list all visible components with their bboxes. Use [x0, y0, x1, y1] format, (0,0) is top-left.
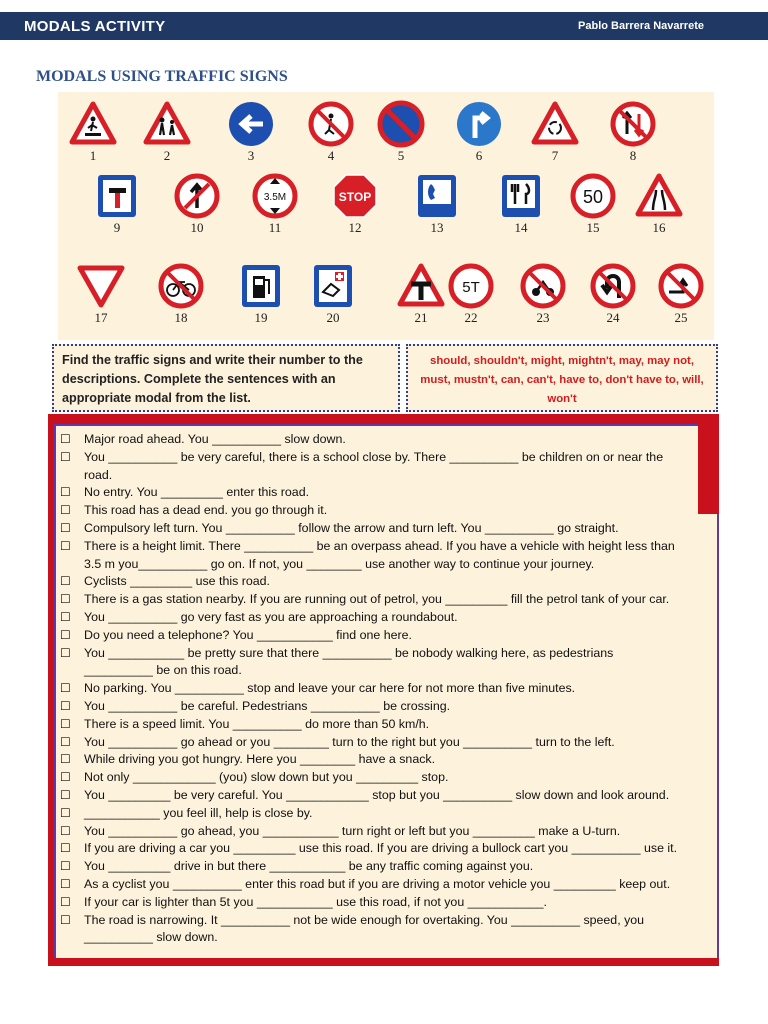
exercise-list — [60, 431, 712, 947]
sign-number: 8 — [629, 148, 637, 163]
exercise-item-text: You __________ be very careful, there is a school close by. There __________ be children on or near the — [84, 449, 664, 464]
traffic-sign-11 — [248, 172, 302, 235]
traffic-sign-22 — [444, 262, 498, 325]
checkbox-icon: ☐ — [60, 823, 71, 838]
traffic-sign-14 — [494, 172, 548, 235]
give-way-icon — [77, 262, 125, 310]
traffic-sign-23 — [516, 262, 570, 325]
traffic-sign-21 — [394, 262, 448, 325]
exercise-item-continuation — [60, 556, 712, 574]
exercise-item — [60, 573, 712, 591]
traffic-sign-5 — [374, 100, 428, 163]
sign-number: 23 — [536, 310, 550, 325]
checkbox-icon: ☐ — [60, 698, 71, 713]
exercise-item-text: road. — [84, 467, 113, 482]
exercise-item — [60, 627, 712, 645]
exercise-item — [60, 645, 712, 663]
sign-number: 21 — [414, 310, 428, 325]
exercise-item — [60, 787, 712, 805]
exercise-item-text: You __________ go ahead, you ___________ turn right or left but you _________ make a U-turn. — [84, 823, 621, 838]
sign-number: 20 — [326, 310, 340, 325]
exercise-item-text: You __________ go ahead or you ________ turn to the right but you __________ turn to the left. — [84, 734, 615, 749]
gas-station-icon — [237, 262, 285, 310]
header-author: Pablo Barrera Navarrete — [578, 20, 704, 32]
checkbox-icon: ☐ — [60, 876, 71, 891]
exercise-item-text: If your car is lighter than 5t you ___________ use this road, if not you ___________. — [84, 894, 547, 909]
traffic-sign-15 — [566, 172, 620, 235]
exercise-item-text: There is a gas station nearby. If you are running out of petrol, you _________ fill the petrol tank of your car. — [84, 592, 670, 607]
exercise-item-continuation — [60, 929, 712, 947]
compulsory-left-turn-icon — [227, 100, 275, 148]
modal-list-box: should, shouldn't, might, mightn't, may, may not, must, mustn't, can, can't, have to, don't have to, will, won't — [406, 344, 718, 412]
checkbox-icon: ☐ — [60, 912, 71, 927]
road-narrows-icon — [635, 172, 683, 220]
exercise-item-text: Do you need a telephone? You ___________ find one here. — [84, 627, 412, 642]
checkbox-icon: ☐ — [60, 787, 71, 802]
exercise-item — [60, 716, 712, 734]
no-overtaking-priority-icon — [609, 100, 657, 148]
exercise-item-text: You __________ be careful. Pedestrians __________ be crossing. — [84, 698, 451, 713]
traffic-signs-panel — [58, 92, 714, 340]
sign-number: 16 — [652, 220, 666, 235]
traffic-sign-7 — [528, 100, 582, 163]
exercise-item — [60, 858, 712, 876]
exercise-item — [60, 751, 712, 769]
exercise-item-text: You ___________ be pretty sure that there __________ be nobody walking here, as pedestrians — [84, 645, 614, 660]
traffic-sign-3 — [224, 100, 278, 163]
sign-number: 24 — [606, 310, 620, 325]
sign-number: 7 — [551, 148, 559, 163]
exercise-item-text: This road has a dead end. you go through it. — [84, 503, 328, 518]
exercise-item-text: Cyclists _________ use this road. — [84, 574, 270, 589]
exercise-item-continuation — [60, 662, 712, 680]
traffic-sign-4 — [304, 100, 358, 163]
sign-number: 14 — [514, 220, 528, 235]
header-title: MODALS ACTIVITY — [24, 17, 166, 35]
header-bar — [0, 12, 768, 40]
traffic-sign-16 — [632, 172, 686, 235]
checkbox-icon: ☐ — [60, 752, 71, 767]
traffic-sign-12 — [328, 172, 382, 235]
exercise-item-text: __________ be on this road. — [84, 663, 242, 678]
exercise-item — [60, 840, 712, 858]
checkbox-icon: ☐ — [60, 485, 71, 500]
sign-number: 9 — [113, 220, 121, 235]
checkbox-icon: ☐ — [60, 841, 71, 856]
checkbox-icon: ☐ — [60, 805, 71, 820]
speed-limit-icon — [569, 172, 617, 220]
exercise-item — [60, 449, 712, 467]
exercise-item — [60, 769, 712, 787]
traffic-sign-19 — [234, 262, 288, 325]
exercise-item-text: Major road ahead. You __________ slow down. — [84, 432, 346, 446]
exercise-item-text: Compulsory left turn. You __________ follow the arrow and turn left. You __________ go straight. — [84, 520, 619, 535]
checkbox-icon: ☐ — [60, 538, 71, 553]
checkbox-icon: ☐ — [60, 681, 71, 696]
checkbox-icon: ☐ — [60, 609, 71, 624]
telephone-icon — [413, 172, 461, 220]
checkbox-icon: ☐ — [60, 592, 71, 607]
checkbox-icon: ☐ — [60, 520, 71, 535]
checkbox-icon: ☐ — [60, 627, 71, 642]
exercise-item — [60, 538, 712, 556]
traffic-sign-18 — [154, 262, 208, 325]
sign-number: 17 — [94, 310, 108, 325]
exercise-item-text: ___________ you feel ill, help is close by. — [84, 805, 313, 820]
dead-end-road-icon — [93, 172, 141, 220]
no-entry-straight-icon — [173, 172, 221, 220]
exercise-item-text: No entry. You _________ enter this road. — [84, 485, 310, 500]
traffic-sign-20 — [306, 262, 360, 325]
sign-number: 25 — [674, 310, 688, 325]
exercise-item-continuation — [60, 467, 712, 485]
height-limit-icon — [251, 172, 299, 220]
checkbox-icon: ☐ — [60, 770, 71, 785]
exercise-item — [60, 912, 712, 930]
checkbox-icon: ☐ — [60, 503, 71, 518]
pedestrian-crossing-warning-icon — [69, 100, 117, 148]
traffic-sign-1 — [66, 100, 120, 163]
exercise-item-text: As a cyclist you __________ enter this road but if you are driving a motor vehicle you _________ keep out. — [84, 876, 671, 891]
traffic-sign-24 — [586, 262, 640, 325]
exercise-item-text: If you are driving a car you _________ use this road. If you are driving a bullock cart you __________ use it. — [84, 841, 678, 856]
sign-number: 12 — [348, 220, 362, 235]
sign-number: 18 — [174, 310, 188, 325]
exercise-item-text: You _________ drive in but there ___________ be any traffic coming against you. — [84, 859, 534, 874]
traffic-sign-2 — [140, 100, 194, 163]
traffic-sign-25 — [654, 262, 708, 325]
exercise-item-text: Not only ____________ (you) slow down but you _________ stop. — [84, 770, 449, 785]
sign-number: 22 — [464, 310, 478, 325]
exercise-item — [60, 484, 712, 502]
traffic-sign-6 — [452, 100, 506, 163]
exercise-item — [60, 805, 712, 823]
roundabout-warning-icon — [531, 100, 579, 148]
exercise-item-text: You __________ go very fast as you are approaching a roundabout. — [84, 609, 458, 624]
restaurant-icon — [497, 172, 545, 220]
stop-sign-icon — [331, 172, 379, 220]
sign-number: 15 — [586, 220, 600, 235]
no-pedestrians-icon — [307, 100, 355, 148]
sign-number: 10 — [190, 220, 204, 235]
sign-number: 2 — [163, 148, 171, 163]
checkbox-icon: ☐ — [60, 432, 71, 446]
sign-number: 1 — [89, 148, 97, 163]
checkbox-icon: ☐ — [60, 574, 71, 589]
exercise-item-text: __________ slow down. — [84, 930, 218, 945]
svg-text:5T: 5T — [462, 279, 480, 296]
exercise-item — [60, 876, 712, 894]
sign-number: 4 — [327, 148, 335, 163]
checkbox-icon: ☐ — [60, 894, 71, 909]
traffic-sign-10 — [170, 172, 224, 235]
sign-number: 13 — [430, 220, 444, 235]
exercise-item — [60, 502, 712, 520]
red-frame-bottom — [48, 958, 719, 966]
weight-limit-icon — [447, 262, 495, 310]
first-aid-icon — [309, 262, 357, 310]
exercise-item — [60, 520, 712, 538]
exercise-item — [60, 680, 712, 698]
checkbox-icon: ☐ — [60, 645, 71, 660]
exercise-item — [60, 431, 712, 449]
sign-number: 5 — [397, 148, 405, 163]
turn-right-direction-icon — [455, 100, 503, 148]
instructions-box: Find the traffic signs and write their number to the descriptions. Complete the sentences with an appropriate modal from the list. — [52, 344, 400, 412]
no-cycling-icon — [157, 262, 205, 310]
exercise-item-text: While driving you got hungry. Here you ________ have a snack. — [84, 752, 436, 767]
traffic-sign-17 — [74, 262, 128, 325]
exercise-item — [60, 609, 712, 627]
checkbox-icon: ☐ — [60, 716, 71, 731]
svg-text:50: 50 — [582, 187, 604, 207]
exercise-item — [60, 698, 712, 716]
traffic-sign-9 — [90, 172, 144, 235]
exercise-item-text: There is a speed limit. You __________ do more than 50 km/h. — [84, 716, 430, 731]
svg-text:3.5M: 3.5M — [263, 192, 287, 203]
exercise-item — [60, 894, 712, 912]
checkbox-icon: ☐ — [60, 859, 71, 874]
exercise-item-text: No parking. You __________ stop and leave your car here for not more than five minutes. — [84, 681, 576, 696]
major-road-ahead-icon — [397, 262, 445, 310]
no-motorcycles-icon — [519, 262, 567, 310]
sign-number: 11 — [268, 220, 282, 235]
no-u-turn-icon — [589, 262, 637, 310]
checkbox-icon: ☐ — [60, 449, 71, 464]
exercise-item-text: There is a height limit. There __________ be an overpass ahead. If you have a vehicle with height less than — [84, 538, 675, 553]
sign-number: 6 — [475, 148, 483, 163]
no-right-turn-icon — [657, 262, 705, 310]
checkbox-icon: ☐ — [60, 734, 71, 749]
traffic-sign-13 — [410, 172, 464, 235]
exercise-item-text: You _________ be very careful. You ____________ stop but you __________ slow down and look around. — [84, 787, 670, 802]
exercise-item-text: The road is narrowing. It __________ not be wide enough for overtaking. You __________ speed, you — [84, 912, 645, 927]
children-crossing-warning-icon — [143, 100, 191, 148]
traffic-sign-8 — [606, 100, 660, 163]
exercise-item — [60, 734, 712, 752]
svg-text:STOP: STOP — [338, 190, 372, 204]
exercise-item-text: 3.5 m you__________ go on. If not, you ________ use another way to continue your journey. — [84, 556, 595, 571]
sign-number: 19 — [254, 310, 268, 325]
section-title: MODALS USING TRAFFIC SIGNS — [36, 68, 288, 85]
no-parking-icon — [377, 100, 425, 148]
sign-number: 3 — [247, 148, 255, 163]
exercise-item — [60, 823, 712, 841]
exercise-item — [60, 591, 712, 609]
